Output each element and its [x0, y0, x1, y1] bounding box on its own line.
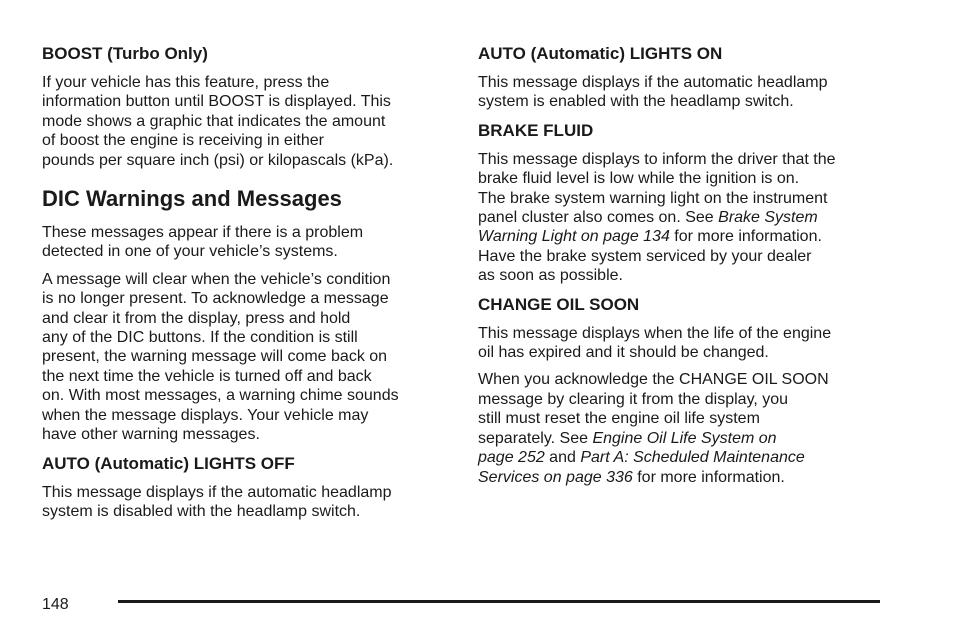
- left-column: [42, 44, 446, 530]
- oil-life-system-reference-cont[interactable]: page 252: [478, 449, 545, 467]
- text-line: information button until BOOST is displayed. This: [42, 93, 391, 111]
- lights-off-paragraph: [42, 483, 446, 522]
- text-line: If your vehicle has this feature, press the: [42, 74, 330, 91]
- dic-intro-paragraph: [42, 223, 446, 262]
- change-oil-heading: CHANGE OIL SOON: [478, 294, 640, 314]
- dic-clear-paragraph: [42, 270, 446, 445]
- text-line: A message will clear when the vehicle’s condition: [42, 270, 391, 288]
- text-segment: and: [544, 449, 581, 467]
- text-line: of boost the engine is receiving in either: [42, 132, 324, 150]
- text-line: mode shows a graphic that indicates the amount: [42, 112, 386, 130]
- brake-fluid-paragraph: [478, 150, 888, 286]
- text-line: message by clearing it from the display, you: [478, 390, 789, 408]
- text-line: The brake system warning light on the instrument: [478, 189, 828, 207]
- change-oil-section: [478, 295, 888, 487]
- brake-fluid-heading: BRAKE FLUID: [478, 120, 594, 140]
- lights-on-section: [478, 44, 888, 112]
- boost-section: [42, 44, 446, 170]
- text-line: still must reset the engine oil life system: [478, 410, 760, 428]
- text-line: [478, 227, 888, 246]
- scheduled-maintenance-reference-cont[interactable]: Services on page 336: [478, 468, 633, 486]
- text-line: detected in one of your vehicle’s systems.: [42, 243, 338, 261]
- text-line: This message displays if the automatic headlamp: [478, 74, 828, 91]
- text-line: as soon as possible.: [478, 267, 623, 285]
- brake-warning-light-reference-cont[interactable]: Warning Light on page 134: [478, 228, 670, 246]
- text-line: the next time the vehicle is turned off and back: [42, 367, 372, 385]
- text-line: Have the brake system serviced by your dealer: [478, 247, 812, 265]
- text-line: pounds per square inch (psi) or kilopascals (kPa).: [42, 151, 394, 169]
- right-column: [478, 44, 888, 496]
- brake-fluid-section: [478, 121, 888, 286]
- text-line: These messages appear if there is a problem: [42, 224, 364, 242]
- text-segment: for more information.: [632, 468, 785, 486]
- boost-paragraph: [42, 73, 446, 170]
- page-number: 148: [42, 596, 69, 613]
- change-oil-paragraph-1: [478, 324, 888, 363]
- change-oil-paragraph-2: [478, 370, 888, 486]
- dic-warnings-heading: DIC Warnings and Messages: [42, 186, 342, 212]
- text-line: This message displays when the life of the engine: [478, 324, 832, 342]
- boost-heading: BOOST (Turbo Only): [42, 44, 208, 63]
- text-line: oil has expired and it should be changed.: [478, 344, 769, 362]
- text-line: have other warning messages.: [42, 426, 260, 444]
- text-line: brake fluid level is low while the ignition is on.: [478, 170, 800, 188]
- text-line: [478, 448, 888, 467]
- text-line: present, the warning message will come back on: [42, 348, 388, 366]
- text-line: This message displays to inform the driver that the: [478, 150, 836, 168]
- footer-rule: [118, 600, 880, 603]
- text-line: This message displays if the automatic headlamp: [42, 483, 392, 501]
- text-segment: panel cluster also comes on. See: [478, 209, 719, 227]
- text-line: any of the DIC buttons. If the condition is still: [42, 329, 358, 347]
- text-line: When you acknowledge the CHANGE OIL SOON: [478, 371, 829, 389]
- text-line: is no longer present. To acknowledge a message: [42, 290, 389, 308]
- text-segment: separately. See: [478, 429, 593, 447]
- text-line: system is enabled with the headlamp switch.: [478, 93, 794, 111]
- lights-on-heading: AUTO (Automatic) LIGHTS ON: [478, 44, 723, 63]
- text-line: and clear it from the display, press and hold: [42, 309, 351, 327]
- text-line: [478, 468, 888, 487]
- lights-on-paragraph: [478, 73, 888, 112]
- scheduled-maintenance-reference[interactable]: Part A: Scheduled Maintenance: [580, 449, 805, 467]
- text-line: [478, 208, 888, 227]
- lights-off-section: [42, 454, 446, 522]
- text-line: on. With most messages, a warning chime sounds: [42, 387, 399, 405]
- text-line: [478, 429, 888, 448]
- oil-life-system-reference[interactable]: Engine Oil Life System on: [592, 429, 777, 447]
- text-segment: for more information.: [669, 228, 822, 246]
- brake-warning-light-reference[interactable]: Brake System: [718, 209, 818, 227]
- text-line: system is disabled with the headlamp switch.: [42, 502, 361, 520]
- lights-off-heading: AUTO (Automatic) LIGHTS OFF: [42, 453, 295, 473]
- text-line: when the message displays. Your vehicle may: [42, 406, 369, 424]
